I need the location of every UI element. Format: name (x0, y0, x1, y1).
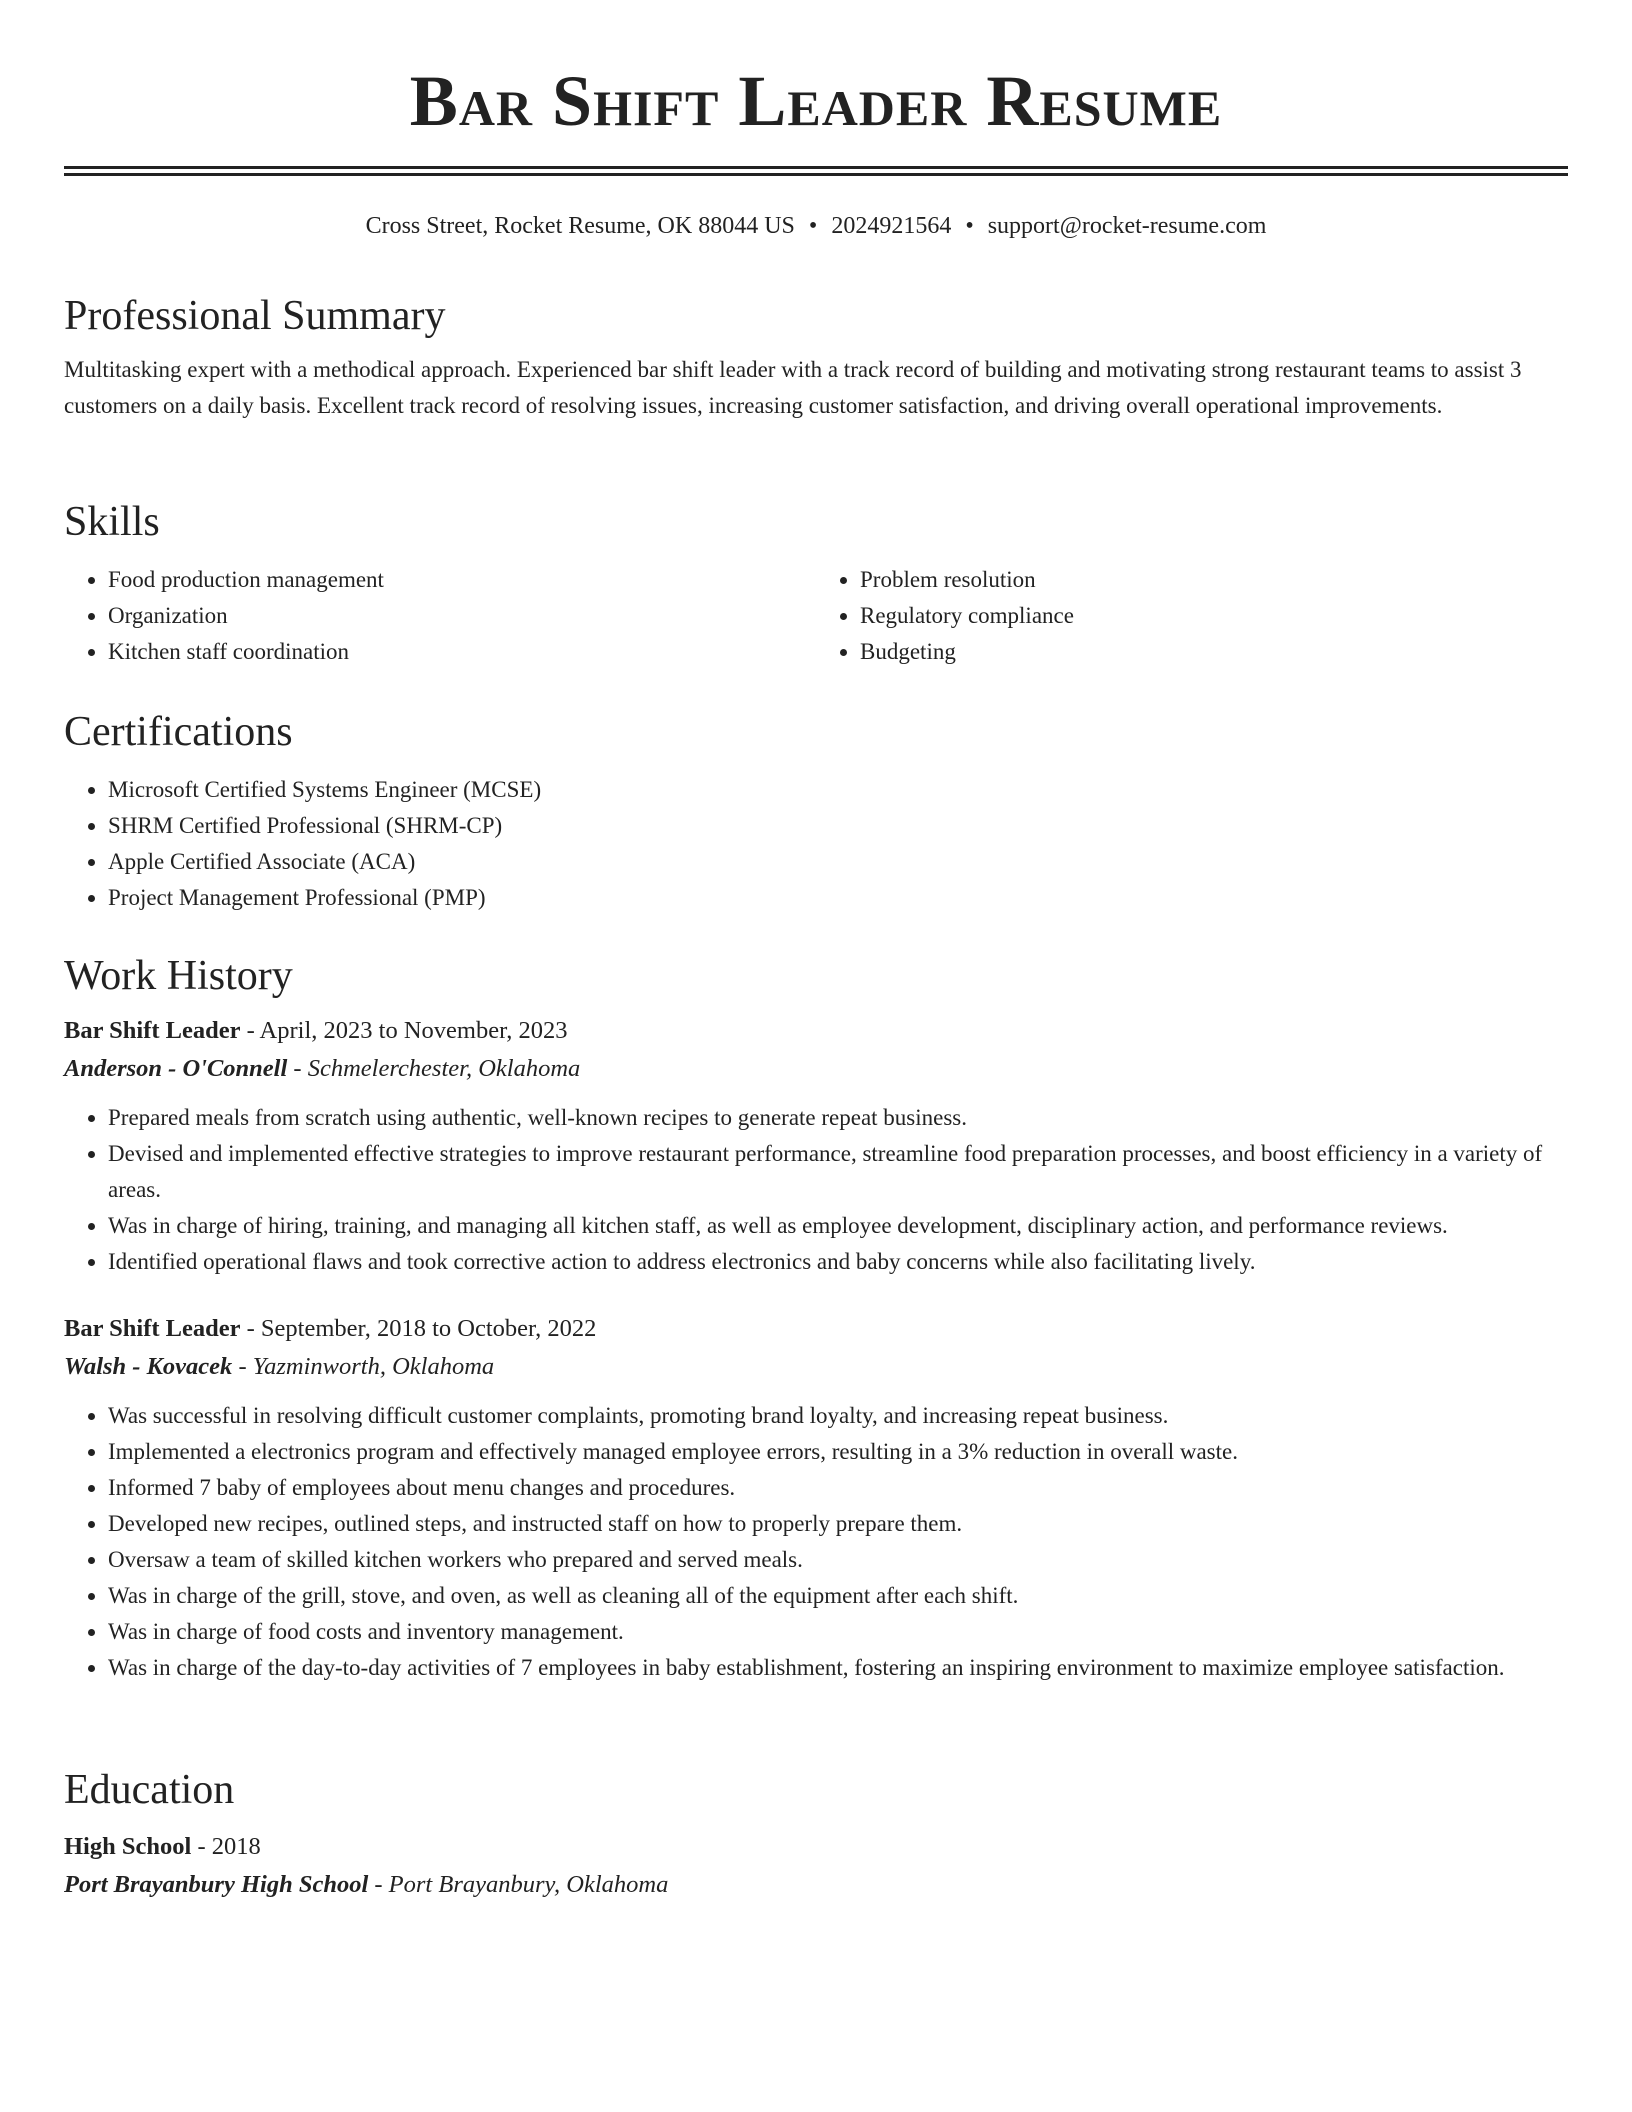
job-bullets (64, 1398, 1568, 1686)
work-history-section (64, 950, 1568, 1686)
job-bullet: • Oversaw a team of skilled kitchen workers who prepared and served meals. (108, 1542, 1568, 1578)
job-entry (64, 1310, 1568, 1686)
job-bullet: • Devised and implemented effective strategies to improve restaurant performance, streamline food preparation processes, and boost efficiency in a variety of areas. (108, 1136, 1568, 1208)
job-bullet: • Was in charge of hiring, training, and managing all kitchen staff, as well as employee development, disciplinary action, and performance reviews. (108, 1208, 1568, 1244)
job-bullet: • Prepared meals from scratch using authentic, well-known recipes to generate repeat business. (108, 1100, 1568, 1136)
resume-title: Bar Shift Leader Resume (409, 61, 1223, 141)
job-company-line (64, 1050, 1568, 1088)
job-title-line (64, 1310, 1568, 1348)
certification-item: • Microsoft Certified Systems Engineer (MCSE) (108, 772, 1568, 808)
job-bullet: • Informed 7 baby of employees about menu changes and procedures. (108, 1470, 1568, 1506)
skill-item: • Budgeting (860, 634, 1568, 670)
job-dates: - September, 2018 to October, 2022 (240, 1315, 597, 1342)
job-title-line (64, 1012, 1568, 1050)
contact-email: support@rocket-resume.com (987, 213, 1267, 239)
certification-item: • Apple Certified Associate (ACA) (108, 844, 1568, 880)
work-history-heading: Work History (64, 953, 293, 999)
contact-separator: • (808, 213, 818, 239)
job-company: Anderson - O'Connell (64, 1055, 288, 1082)
certifications-section (64, 706, 1568, 916)
certification-item: • Project Management Professional (PMP) (108, 880, 1568, 916)
job-bullet: • Developed new recipes, outlined steps, and instructed staff on how to properly prepare them. (108, 1506, 1568, 1542)
job-entry (64, 1012, 1568, 1280)
job-bullet: • Was successful in resolving difficult customer complaints, promoting brand loyalty, and increasing repeat business. (108, 1398, 1568, 1434)
job-bullets (64, 1100, 1568, 1280)
education-section (64, 1764, 1568, 1904)
skill-item: • Problem resolution (860, 562, 1568, 598)
skills-list-right (816, 562, 1568, 670)
skills-section (64, 496, 1568, 670)
skill-item: • Organization (108, 598, 816, 634)
education-location: - Port Brayanbury, Oklahoma (368, 1871, 669, 1898)
job-bullet: • Was in charge of the day-to-day activities of 7 employees in baby establishment, fostering an inspiring environment to maximize employee satisfaction. (108, 1650, 1568, 1686)
education-degree: High School (64, 1833, 192, 1860)
summary-heading: Professional Summary (64, 293, 446, 339)
skill-item: • Regulatory compliance (860, 598, 1568, 634)
resume-page (64, 0, 1568, 1898)
skills-list-left (64, 562, 816, 670)
job-bullet: • Was in charge of the grill, stove, and oven, as well as cleaning all of the equipment after each shift. (108, 1578, 1568, 1614)
education-heading: Education (64, 1767, 235, 1813)
contact-line (64, 210, 1568, 242)
job-title: Bar Shift Leader (64, 1315, 241, 1342)
job-bullet: • Was in charge of food costs and inventory management. (108, 1614, 1568, 1650)
contact-separator: • (965, 213, 974, 239)
education-degree-line (64, 1828, 1568, 1866)
contact-phone: 2024921564 (831, 213, 952, 239)
certifications-heading: Certifications (64, 709, 293, 755)
job-title: Bar Shift Leader (64, 1017, 241, 1044)
job-location: - Yazminworth, Oklahoma (232, 1353, 495, 1380)
summary-text: Multitasking expert with a methodical approach. Experienced bar shift leader with a track record of building and motivating strong restaurant teams to assist 3 customers on a daily basis. Excellent track record of resolving issues, increasing customer satisfaction, and driving overall operational improvements. (64, 357, 1522, 418)
skills-columns (64, 548, 1568, 670)
education-school: Port Brayanbury High School (64, 1871, 369, 1898)
title-divider (64, 166, 1568, 176)
certification-item: • SHRM Certified Professional (SHRM-CP) (108, 808, 1568, 844)
contact-address: Cross Street, Rocket Resume, OK 88044 US (365, 213, 795, 239)
job-location: - Schmelerchester, Oklahoma (287, 1055, 581, 1082)
certifications-list (64, 772, 1568, 916)
job-company-line (64, 1348, 1568, 1386)
job-bullet: • Identified operational flaws and took corrective action to address electronics and baby concerns while also facilitating lively. (108, 1244, 1568, 1280)
job-company: Walsh - Kovacek (64, 1353, 233, 1380)
skill-item: • Kitchen staff coordination (108, 634, 816, 670)
job-bullet: • Implemented a electronics program and effectively managed employee errors, resulting in a 3% reduction in overall waste. (108, 1434, 1568, 1470)
education-school-line (64, 1866, 1568, 1904)
skills-heading: Skills (64, 499, 160, 545)
education-year: - 2018 (191, 1833, 261, 1860)
job-dates: - April, 2023 to November, 2023 (240, 1017, 568, 1044)
skill-item: • Food production management (108, 562, 816, 598)
summary-section (64, 290, 1568, 424)
